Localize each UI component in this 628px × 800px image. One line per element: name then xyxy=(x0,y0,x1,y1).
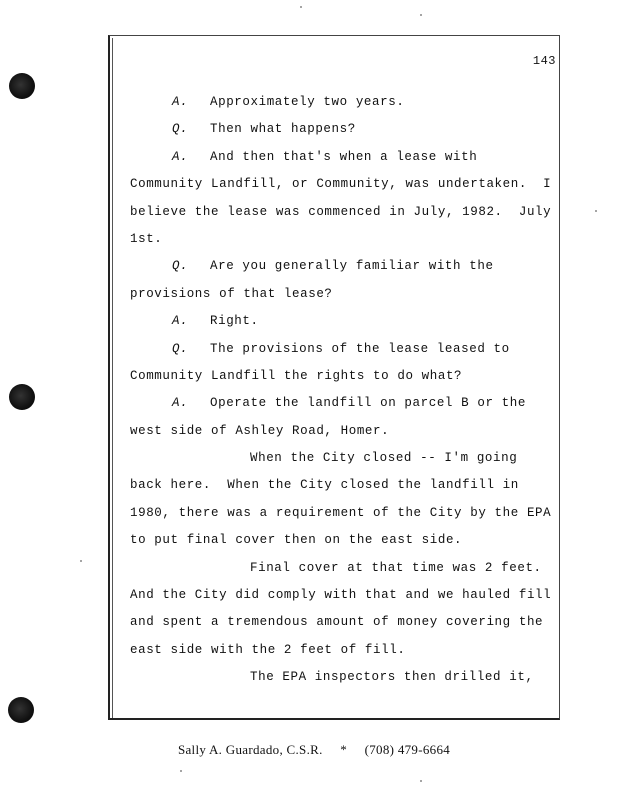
scan-speck xyxy=(420,780,422,782)
transcript-line xyxy=(130,640,558,667)
line-text: Operate the landfill on parcel B or the xyxy=(210,396,526,411)
transcript-line xyxy=(130,256,558,283)
line-text: The EPA inspectors then drilled it, xyxy=(250,670,534,685)
scan-speck xyxy=(420,14,422,16)
margin-rule xyxy=(112,38,113,718)
line-text: And the City did comply with that and we hauled fill xyxy=(130,588,552,603)
line-text: Community Landfill the rights to do what? xyxy=(130,368,463,383)
transcript-line xyxy=(130,311,558,338)
speaker-label: A. xyxy=(172,95,189,109)
line-text: Right. xyxy=(210,314,259,329)
line-text: 1st. xyxy=(130,231,163,246)
transcript-line xyxy=(130,202,558,229)
line-text: believe the lease was commenced in July, 1982. July xyxy=(130,204,552,219)
scan-speck xyxy=(300,6,302,8)
line-text: Approximately two years. xyxy=(210,95,405,109)
speaker-label: A. xyxy=(172,149,189,164)
footer-separator: * xyxy=(340,742,348,757)
line-text: Final cover at that time was 2 feet. xyxy=(250,560,542,575)
line-text: west side of Ashley Road, Homer. xyxy=(130,423,390,438)
transcript-line xyxy=(130,366,558,393)
transcript-line xyxy=(130,174,558,201)
transcript-line xyxy=(130,119,558,146)
transcript-body xyxy=(130,92,558,695)
line-text: Community Landfill, or Community, was undertaken. I xyxy=(130,177,552,192)
transcript-line xyxy=(130,284,558,311)
line-text: Then what happens? xyxy=(210,122,356,137)
reporter-footer xyxy=(0,742,628,758)
transcript-line xyxy=(130,147,558,174)
line-text: east side with the 2 feet of fill. xyxy=(130,642,406,657)
transcript-line xyxy=(130,448,558,475)
page-number: 143 xyxy=(532,54,556,68)
speaker-label: A. xyxy=(172,314,189,329)
reporter-phone: (708) 479-6664 xyxy=(364,742,451,757)
transcript-line xyxy=(130,667,558,694)
speaker-label: Q. xyxy=(172,341,189,356)
line-text: When the City closed -- I'm going xyxy=(250,451,518,466)
line-text: and spent a tremendous amount of money covering the xyxy=(130,615,544,630)
line-text: to put final cover then on the east side. xyxy=(130,533,463,548)
transcript-line xyxy=(130,421,558,448)
transcript-line xyxy=(130,393,558,420)
speaker-label: A. xyxy=(172,396,189,411)
punch-hole-middle xyxy=(9,384,35,410)
line-text: back here. When the City closed the landfill in xyxy=(130,478,519,493)
scan-speck xyxy=(595,210,597,212)
line-text: And then that's when a lease with xyxy=(210,149,478,164)
transcript-line xyxy=(130,530,558,557)
transcript-line xyxy=(130,503,558,530)
speaker-label: Q. xyxy=(172,259,189,274)
transcript-line xyxy=(130,229,558,256)
line-text: The provisions of the lease leased to xyxy=(210,341,510,356)
transcript-line xyxy=(130,558,558,585)
transcript-line xyxy=(130,92,558,119)
line-text: provisions of that lease? xyxy=(130,286,333,301)
reporter-name: Sally A. Guardado, C.S.R. xyxy=(177,742,323,757)
scan-speck xyxy=(180,770,182,772)
speaker-label: Q. xyxy=(172,122,189,137)
line-text: 1980, there was a requirement of the City by the EPA xyxy=(130,505,552,520)
transcript-line xyxy=(130,585,558,612)
scan-speck xyxy=(80,560,82,562)
transcript-line xyxy=(130,475,558,502)
transcript-line xyxy=(130,339,558,366)
punch-hole-top xyxy=(9,73,35,99)
punch-hole-bottom xyxy=(8,697,34,723)
line-text: Are you generally familiar with the xyxy=(210,259,494,274)
transcript-line xyxy=(130,612,558,639)
